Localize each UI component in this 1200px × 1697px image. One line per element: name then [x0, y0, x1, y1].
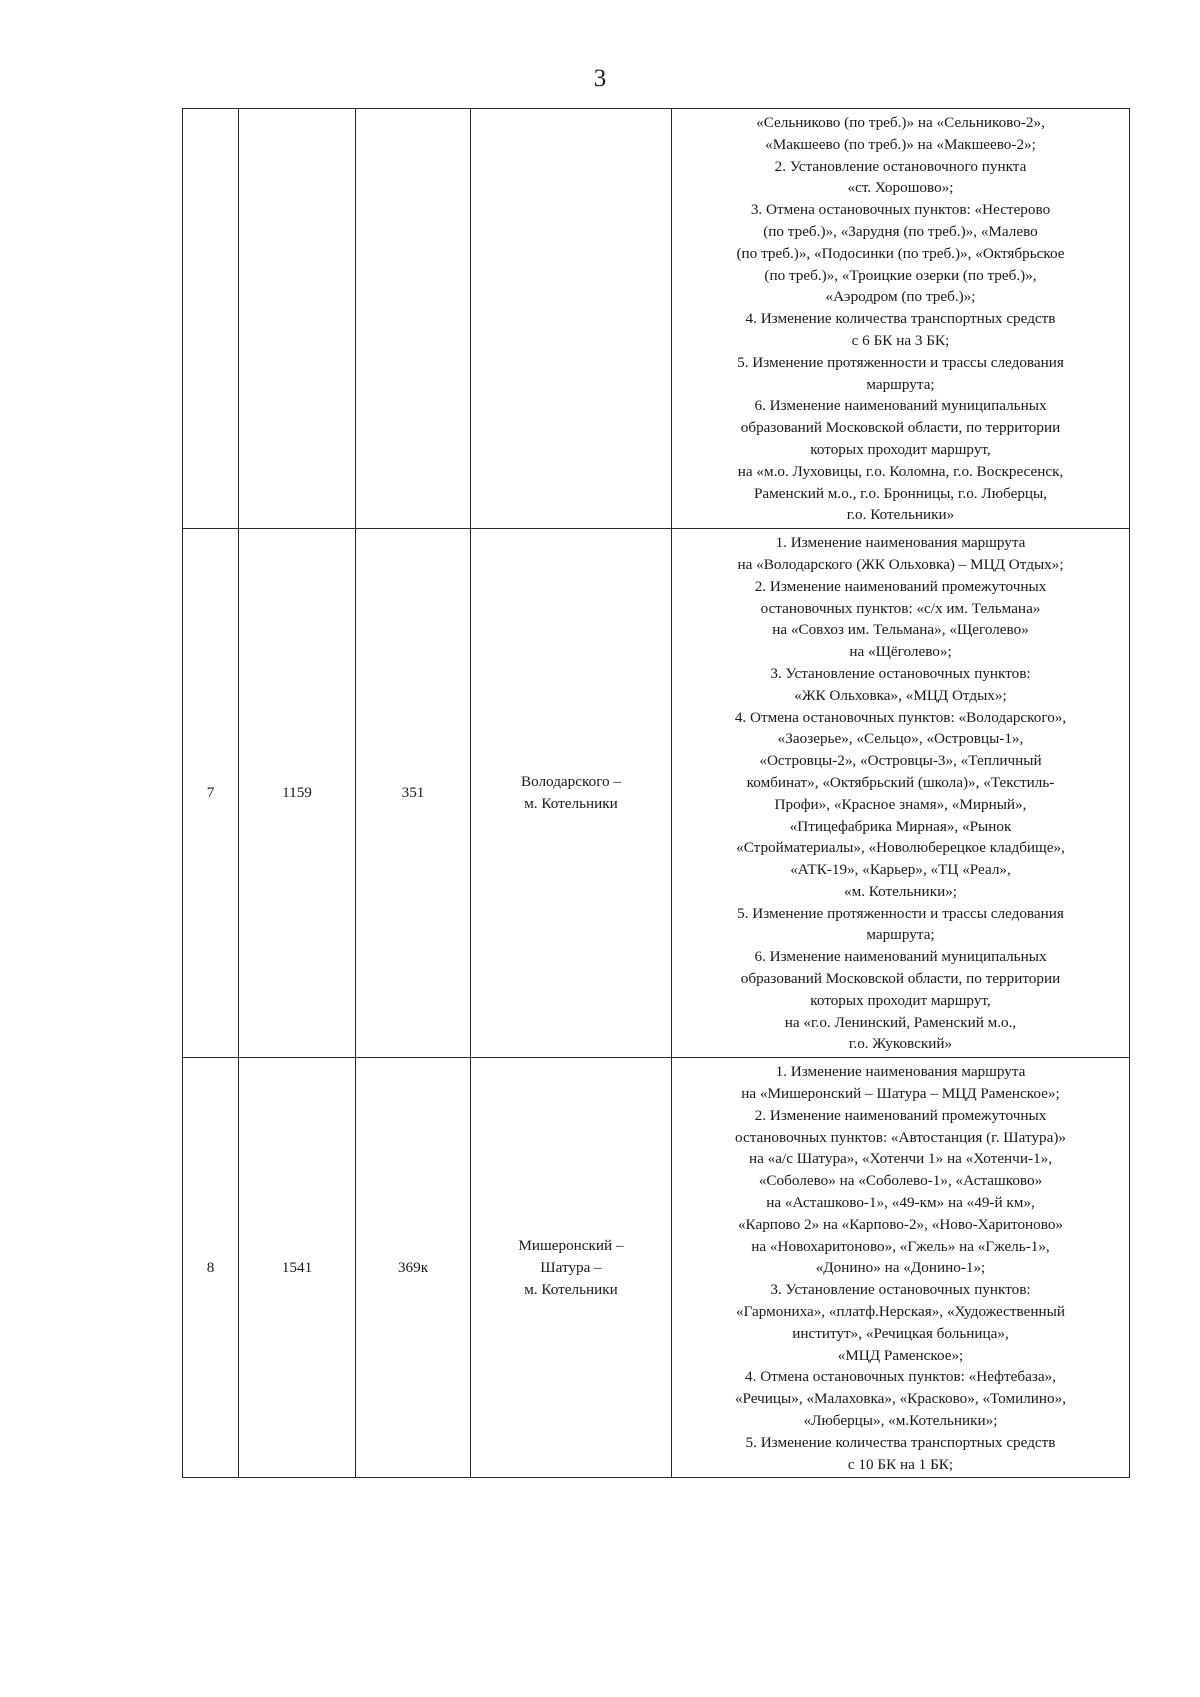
- changes-description-cell: [672, 1058, 1130, 1478]
- changes-line: Раменский м.о., г.о. Бронницы, г.о. Люберцы,: [753, 484, 1048, 502]
- table-row: [183, 529, 1130, 1058]
- changes-line: (по треб.)», «Зарудня (по треб.)», «Малево: [763, 222, 1038, 240]
- changes-line: маршрута;: [866, 926, 935, 944]
- changes-line: институт», «Речицкая больница»,: [792, 1324, 1009, 1342]
- changes-line: «ст. Хорошово»;: [847, 179, 954, 197]
- changes-line: «Карпово 2» на «Карпово-2», «Ново-Харитоново»: [737, 1215, 1064, 1233]
- row-number-cell: [183, 109, 239, 529]
- route-number-cell: [356, 109, 471, 529]
- changes-line: которых проходит маршрут,: [810, 440, 991, 458]
- changes-line: «Заозерье», «Сельцо», «Островцы-1»,: [777, 730, 1024, 748]
- changes-line: 4. Изменение количества транспортных средств: [745, 310, 1056, 328]
- registration-number-cell: [239, 109, 356, 529]
- changes-line: «Донино» на «Донино-1»;: [815, 1259, 986, 1277]
- table-row: [183, 109, 1130, 529]
- changes-line: комбинат», «Октябрьский (школа)», «Текстиль-: [746, 773, 1055, 791]
- changes-line: на «Володарского (ЖК Ольховка) – МЦД Отдых»;: [737, 555, 1064, 573]
- changes-line: 5. Изменение количества транспортных средств: [745, 1433, 1056, 1451]
- registration-number-cell: 1541: [239, 1058, 356, 1478]
- changes-line: 1. Изменение наименования маршрута: [775, 534, 1026, 552]
- changes-line: «Аэродром (по треб.)»;: [825, 288, 976, 306]
- route-name-line: м. Котельники: [524, 1280, 618, 1298]
- row-number-cell: 7: [183, 529, 239, 1058]
- route-number-cell: 351: [356, 529, 471, 1058]
- changes-line: «МЦД Раменское»;: [837, 1346, 964, 1364]
- changes-line: на «м.о. Луховицы, г.о. Коломна, г.о. Воскресенск,: [737, 462, 1064, 480]
- changes-line: «Речицы», «Малаховка», «Красково», «Томилино»,: [734, 1390, 1067, 1408]
- changes-line: 6. Изменение наименований муниципальных: [754, 397, 1047, 415]
- changes-description-cell: [672, 529, 1130, 1058]
- changes-line: «Гармониха», «платф.Нерская», «Художественный: [736, 1303, 1065, 1321]
- changes-line: Профи», «Красное знамя», «Мирный»,: [774, 795, 1027, 813]
- changes-line: «Люберцы», «м.Котельники»;: [803, 1412, 998, 1430]
- route-name-cell: [471, 109, 672, 529]
- changes-line: г.о. Котельники»: [846, 506, 955, 524]
- changes-line: образований Московской области, по территории: [740, 970, 1061, 988]
- changes-line: на «Асташково-1», «49-км» на «49-й км»,: [766, 1194, 1035, 1212]
- changes-line: 5. Изменение протяженности и трассы следования: [737, 353, 1064, 371]
- changes-line: остановочных пунктов: «с/х им. Тельмана»: [760, 599, 1041, 617]
- changes-line: (по треб.)», «Троицкие озерки (по треб.)»,: [764, 266, 1037, 284]
- changes-line: на «Совхоз им. Тельмана», «Щеголево»: [772, 621, 1029, 639]
- changes-description-cell: [672, 109, 1130, 529]
- route-name-cell: [471, 1058, 672, 1478]
- changes-line: «Островцы-2», «Островцы-3», «Тепличный: [759, 752, 1042, 770]
- changes-line: г.о. Жуковский»: [848, 1035, 953, 1053]
- changes-line: 3. Установление остановочных пунктов:: [770, 1281, 1031, 1299]
- changes-line: которых проходит маршрут,: [810, 991, 991, 1009]
- changes-line: «АТК-19», «Карьер», «ТЦ «Реал»,: [790, 861, 1011, 879]
- changes-line: на «Мишеронский – Шатура – МЦД Раменское»;: [741, 1085, 1060, 1103]
- page-number: 3: [593, 65, 607, 92]
- changes-line: «Соболево» на «Соболево-1», «Асташково»: [758, 1172, 1043, 1190]
- changes-line: 2. Изменение наименований промежуточных: [754, 1106, 1047, 1124]
- changes-line: на «Щёголево»;: [849, 643, 952, 661]
- changes-line: 2. Установление остановочного пункта: [774, 157, 1027, 175]
- changes-line: с 10 БК на 1 БК;: [847, 1455, 954, 1473]
- route-name-line: м. Котельники: [524, 795, 618, 813]
- route-number-cell: 369к: [356, 1058, 471, 1478]
- changes-line: с 6 БК на 3 БК;: [851, 331, 950, 349]
- changes-line: 5. Изменение протяженности и трассы следования: [737, 904, 1064, 922]
- changes-line: 4. Отмена остановочных пунктов: «Володарского»,: [734, 708, 1067, 726]
- registration-number-cell: 1159: [239, 529, 356, 1058]
- changes-line: на «Новохаритоново», «Гжель» на «Гжель-1»,: [751, 1237, 1050, 1255]
- changes-line: (по треб.)», «Подосинки (по треб.)», «Октябрьское: [736, 244, 1065, 262]
- changes-line: на «г.о. Ленинский, Раменский м.о.,: [784, 1013, 1017, 1031]
- changes-line: 3. Отмена остановочных пунктов: «Нестерово: [750, 201, 1051, 219]
- changes-line: образований Московской области, по территории: [740, 419, 1061, 437]
- changes-line: «м. Котельники»;: [843, 882, 958, 900]
- changes-line: 6. Изменение наименований муниципальных: [754, 948, 1047, 966]
- changes-line: маршрута;: [866, 375, 935, 393]
- changes-line: «Сельниково (по треб.)» на «Сельниково-2»,: [756, 114, 1045, 131]
- route-name-line: Шатура –: [540, 1258, 602, 1276]
- changes-line: на «а/с Шатура», «Хотенчи 1» на «Хотенчи-1»,: [748, 1150, 1052, 1168]
- changes-line: «ЖК Ольховка», «МЦД Отдых»;: [794, 686, 1007, 704]
- changes-line: «Птицефабрика Мирная», «Рынок: [789, 817, 1012, 835]
- changes-line: 4. Отмена остановочных пунктов: «Нефтебаза»,: [745, 1368, 1056, 1386]
- routes-table: [182, 108, 1130, 1478]
- changes-line: «Макшеево (по треб.)» на «Макшеево-2»;: [765, 135, 1036, 153]
- route-name-line: Володарского –: [520, 773, 622, 791]
- changes-line: остановочных пунктов: «Автостанция (г. Шатура)»: [735, 1128, 1066, 1146]
- changes-line: «Стройматериалы», «Новолюберецкое кладбище»,: [736, 839, 1065, 857]
- table-row: [183, 1058, 1130, 1478]
- route-name-line: Мишеронский –: [518, 1237, 624, 1255]
- changes-line: 1. Изменение наименования маршрута: [775, 1063, 1026, 1081]
- route-name-cell: [471, 529, 672, 1058]
- changes-line: 2. Изменение наименований промежуточных: [754, 577, 1047, 595]
- changes-line: 3. Установление остановочных пунктов:: [770, 664, 1031, 682]
- row-number-cell: 8: [183, 1058, 239, 1478]
